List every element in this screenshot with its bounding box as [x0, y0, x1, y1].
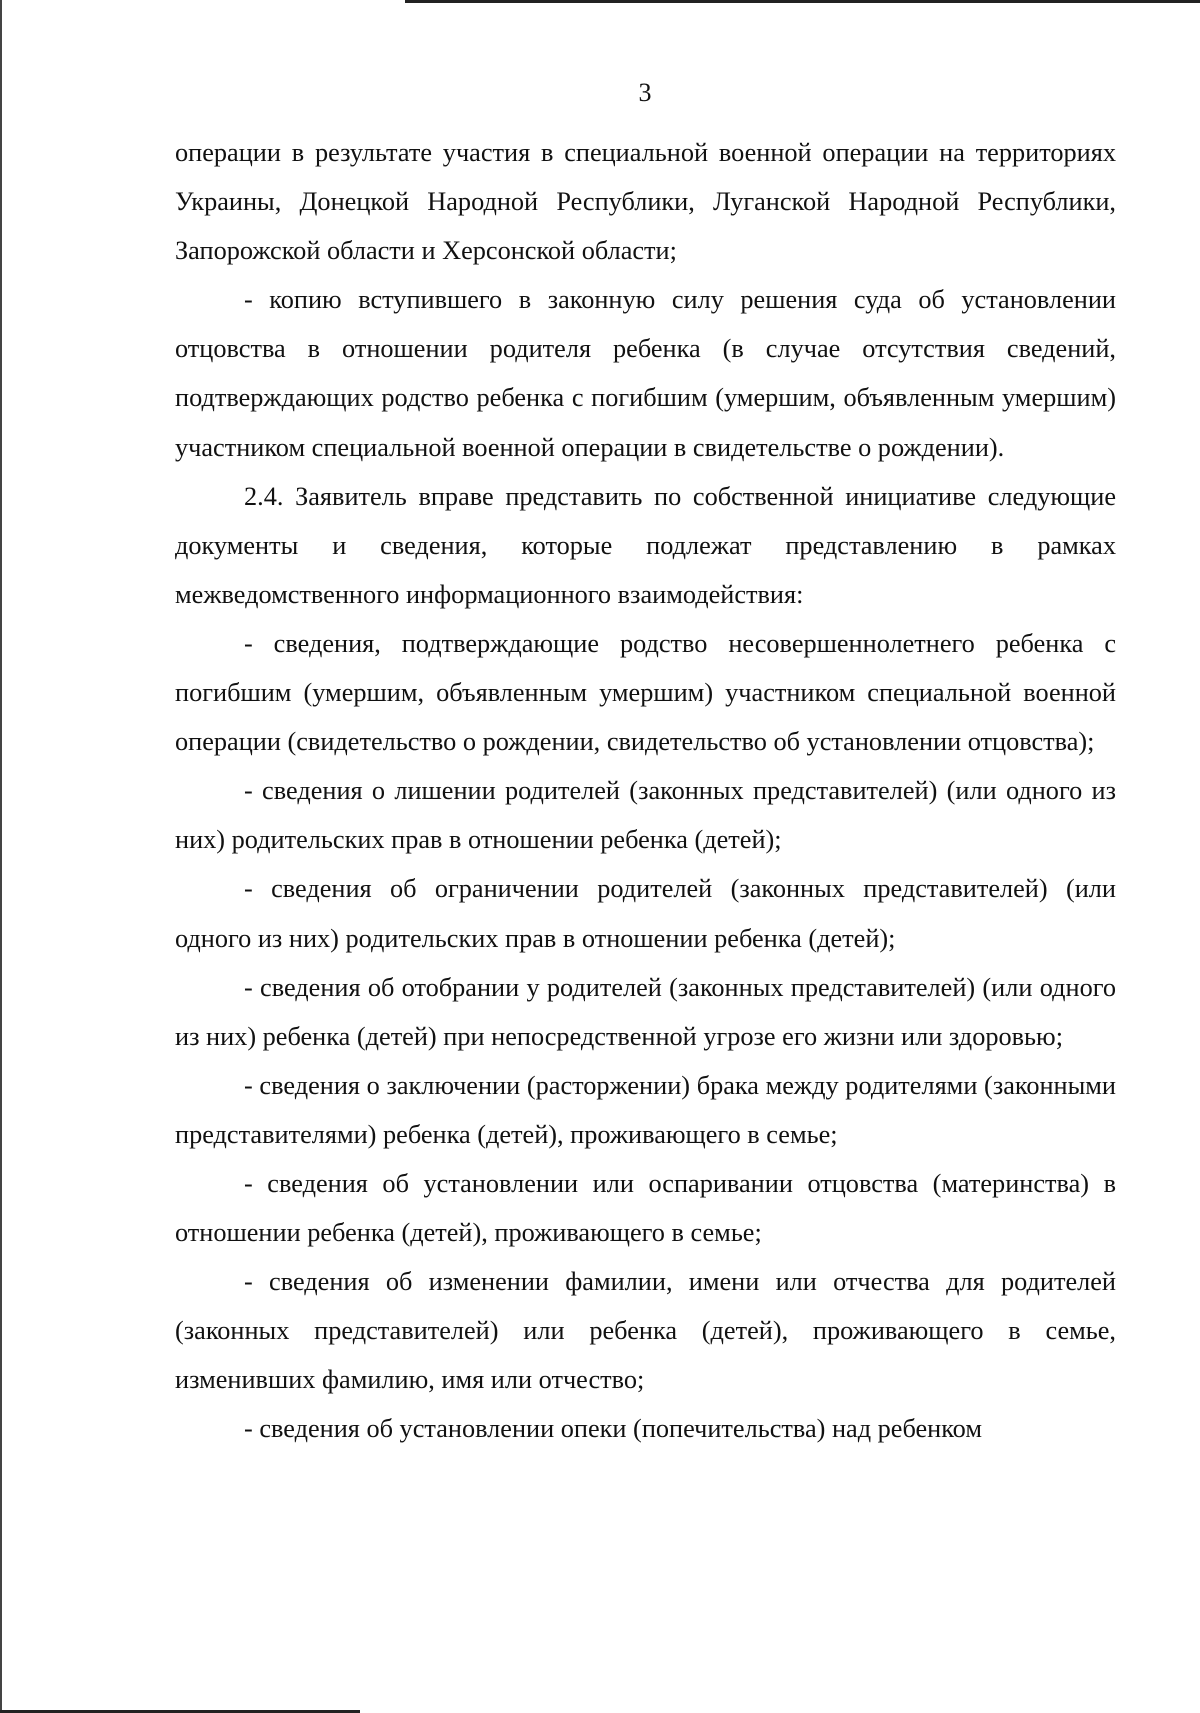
scan-edge-left [0, 0, 2, 1713]
list-item-deprivation-rights: - сведения о лишении родителей (законных представителей) (или одного из них) родительских прав в отношении ребенка (детей); [175, 776, 1116, 855]
paragraph-continuation: операции в результате участия в специальной военной операции на территориях Украины, Донецкой Народной Республики, Луганской Народной Республики, Запорожской области и Херсонской области; [175, 138, 1116, 266]
document-body [175, 128, 1116, 1454]
scan-edge-top [405, 0, 1200, 3]
list-item-paternity-maternity: - сведения об установлении или оспаривании отцовства (материнства) в отношении ребенка (детей), проживающего в семье; [175, 1168, 1116, 1248]
list-item-guardianship: - сведения об установлении опеки (попечительства) над ребенком [244, 1414, 982, 1444]
list-item-name-change: - сведения об изменении фамилии, имени или отчества для родителей (законных представителей) или ребенка (детей), проживающего в семье, изменивших фамилию, имя или отчество; [175, 1267, 1116, 1395]
list-item-child-removal: - сведения об отобрании у родителей (законных представителей) (или одного из них) ребенка (детей) при непосредственной угрозе его жизни или здоровью; [175, 972, 1116, 1051]
list-item-marriage-divorce: - сведения о заключении (расторжении) брака между родителями (законными представителями) ребенка (детей), проживающего в семье; [175, 1070, 1116, 1149]
list-item-restriction-rights: - сведения об ограничении родителей (законных представителей) (или одного из них) родительских прав в отношении ребенка (детей); [175, 874, 1116, 953]
paragraph-paternity-court-decision: - копию вступившего в законную силу решения суда об установлении отцовства в отношении родителя ребенка (в случае отсутствия сведений, подтверждающих родство ребенка с погибшим (умершим, объявленным умершим) участником специальной военной операции в свидетельстве о рождении). [175, 285, 1116, 462]
page-number: 3 [638, 78, 652, 107]
list-item-kinship-info: - сведения, подтверждающие родство несовершеннолетнего ребенка с погибшим (умершим, объявленным умершим) участником специальной военной операции (свидетельство о рождении, свидетельство об установлении отцовства); [175, 628, 1116, 757]
paragraph-clause-2-4: 2.4. Заявитель вправе представить по собственной инициативе следующие документы и сведения, которые подлежат представлению в рамках межведомственного информационного взаимодействия: [175, 481, 1116, 609]
